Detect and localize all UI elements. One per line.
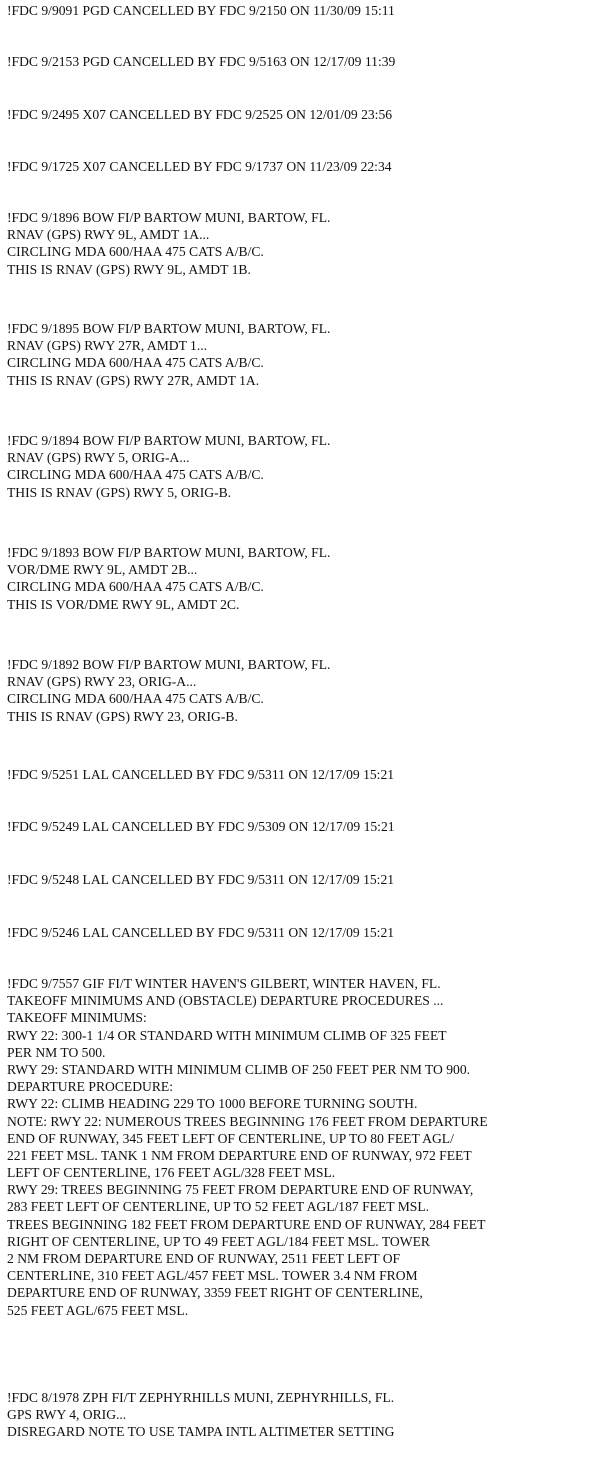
notam-line: NOTE: RWY 22: NUMEROUS TREES BEGINNING 176 FEET FROM DEPARTURE [7, 1113, 488, 1129]
notam-line: 283 FEET LEFT OF CENTERLINE, UP TO 52 FEET AGL/187 FEET MSL. [7, 1199, 430, 1215]
notam-line: !FDC 9/2153 PGD CANCELLED BY FDC 9/5163 ON 12/17/09 11:39 [7, 54, 396, 69]
notam-line: GPS RWY 4, ORIG... [7, 1407, 127, 1423]
notam-line: RNAV (GPS) RWY 23, ORIG-A... [7, 674, 197, 690]
notam-line: RNAV (GPS) RWY 5, ORIG-A... [7, 450, 190, 466]
notam-line: CIRCLING MDA 600/HAA 475 CATS A/B/C. [7, 691, 264, 707]
notam-line: TREES BEGINNING 182 FEET FROM DEPARTURE END OF RUNWAY, 284 FEET [7, 1216, 486, 1232]
notam-line: PER NM TO 500. [7, 1044, 106, 1060]
notam-line: RWY 22: CLIMB HEADING 229 TO 1000 BEFORE TURNING SOUTH. [7, 1096, 418, 1112]
notam-line: !FDC 9/9091 PGD CANCELLED BY FDC 9/2150 ON 11/30/09 15:11 [7, 3, 395, 18]
notam-entry [7, 656, 599, 725]
notam-entry [7, 2, 599, 19]
notam-line: TAKEOFF MINIMUMS AND (OBSTACLE) DEPARTURE PROCEDURES ... [7, 993, 444, 1009]
notam-line: !FDC 9/5248 LAL CANCELLED BY FDC 9/5311 ON 12/17/09 15:21 [7, 872, 395, 887]
notam-line: RNAV (GPS) RWY 9L, AMDT 1A... [7, 227, 210, 243]
notam-line: LEFT OF CENTERLINE, 176 FEET AGL/328 FEET MSL. [7, 1165, 336, 1181]
notam-line: !FDC 9/1725 X07 CANCELLED BY FDC 9/1737 ON 11/23/09 22:34 [7, 159, 392, 174]
notam-entry [7, 924, 599, 941]
notam-line: 525 FEET AGL/675 FEET MSL. [7, 1302, 189, 1318]
notam-line: END OF RUNWAY, 345 FEET LEFT OF CENTERLINE, UP TO 80 FEET AGL/ [7, 1130, 454, 1146]
notam-line: !FDC 9/2495 X07 CANCELLED BY FDC 9/2525 ON 12/01/09 23:56 [7, 107, 393, 122]
notam-entry [7, 106, 599, 123]
notam-line: THIS IS RNAV (GPS) RWY 5, ORIG-B. [7, 484, 232, 500]
notam-line: !FDC 9/1896 BOW FI/P BARTOW MUNI, BARTOW, FL. [7, 210, 331, 225]
notam-line: !FDC 9/7557 GIF FI/T WINTER HAVEN'S GILBERT, WINTER HAVEN, FL. [7, 976, 441, 991]
notam-line: !FDC 9/5246 LAL CANCELLED BY FDC 9/5311 ON 12/17/09 15:21 [7, 925, 395, 940]
notam-line: RNAV (GPS) RWY 27R, AMDT 1... [7, 338, 208, 354]
notam-line: RWY 22: 300-1 1/4 OR STANDARD WITH MINIMUM CLIMB OF 325 FEET [7, 1027, 447, 1043]
notam-line: TAKEOFF MINIMUMS: [7, 1010, 147, 1026]
notam-entry [7, 320, 599, 389]
notam-line: CIRCLING MDA 600/HAA 475 CATS A/B/C. [7, 467, 264, 483]
notam-entry [7, 544, 599, 613]
notam-line: THIS IS VOR/DME RWY 9L, AMDT 2C. [7, 596, 240, 612]
notam-line: VOR/DME RWY 9L, AMDT 2B... [7, 562, 198, 578]
notam-line: RWY 29: STANDARD WITH MINIMUM CLIMB OF 250 FEET PER NM TO 900. [7, 1061, 471, 1077]
notam-line: !FDC 9/1892 BOW FI/P BARTOW MUNI, BARTOW, FL. [7, 657, 331, 672]
notam-line: 221 FEET MSL. TANK 1 NM FROM DEPARTURE END OF RUNWAY, 972 FEET [7, 1147, 472, 1163]
notam-entry [7, 975, 599, 1319]
notam-line: RWY 29: TREES BEGINNING 75 FEET FROM DEPARTURE END OF RUNWAY, [7, 1182, 474, 1198]
notam-line: !FDC 8/1978 ZPH FI/T ZEPHYRHILLS MUNI, ZEPHYRHILLS, FL. [7, 1390, 395, 1405]
notam-line: !FDC 9/5251 LAL CANCELLED BY FDC 9/5311 ON 12/17/09 15:21 [7, 767, 395, 782]
notam-line: THIS IS RNAV (GPS) RWY 9L, AMDT 1B. [7, 261, 251, 277]
notam-line: THIS IS RNAV (GPS) RWY 23, ORIG-B. [7, 708, 238, 724]
notam-line: !FDC 9/1893 BOW FI/P BARTOW MUNI, BARTOW, FL. [7, 545, 331, 560]
notam-entry [7, 53, 599, 70]
notam-line: !FDC 9/5249 LAL CANCELLED BY FDC 9/5309 ON 12/17/09 15:21 [7, 819, 395, 834]
notam-entry [7, 1389, 599, 1441]
notam-line: CENTERLINE, 310 FEET AGL/457 FEET MSL. TOWER 3.4 NM FROM [7, 1268, 418, 1284]
notam-entry [7, 766, 599, 783]
notam-line: RIGHT OF CENTERLINE, UP TO 49 FEET AGL/184 FEET MSL. TOWER [7, 1233, 430, 1249]
notam-line: CIRCLING MDA 600/HAA 475 CATS A/B/C. [7, 355, 264, 371]
notam-entry [7, 158, 599, 175]
notam-entry [7, 871, 599, 888]
notam-line: DEPARTURE END OF RUNWAY, 3359 FEET RIGHT OF CENTERLINE, [7, 1285, 423, 1301]
notam-entry [7, 209, 599, 278]
notam-line: !FDC 9/1894 BOW FI/P BARTOW MUNI, BARTOW, FL. [7, 433, 331, 448]
notam-line: DEPARTURE PROCEDURE: [7, 1079, 173, 1095]
notam-line: CIRCLING MDA 600/HAA 475 CATS A/B/C. [7, 244, 264, 260]
notam-line: 2 NM FROM DEPARTURE END OF RUNWAY, 2511 FEET LEFT OF [7, 1251, 401, 1266]
notam-line: DISREGARD NOTE TO USE TAMPA INTL ALTIMETER SETTING [7, 1424, 395, 1440]
notam-entry [7, 432, 599, 501]
notam-entry [7, 818, 599, 835]
notam-line: CIRCLING MDA 600/HAA 475 CATS A/B/C. [7, 579, 264, 595]
notam-line: !FDC 9/1895 BOW FI/P BARTOW MUNI, BARTOW, FL. [7, 321, 331, 336]
notam-line: THIS IS RNAV (GPS) RWY 27R, AMDT 1A. [7, 372, 260, 388]
